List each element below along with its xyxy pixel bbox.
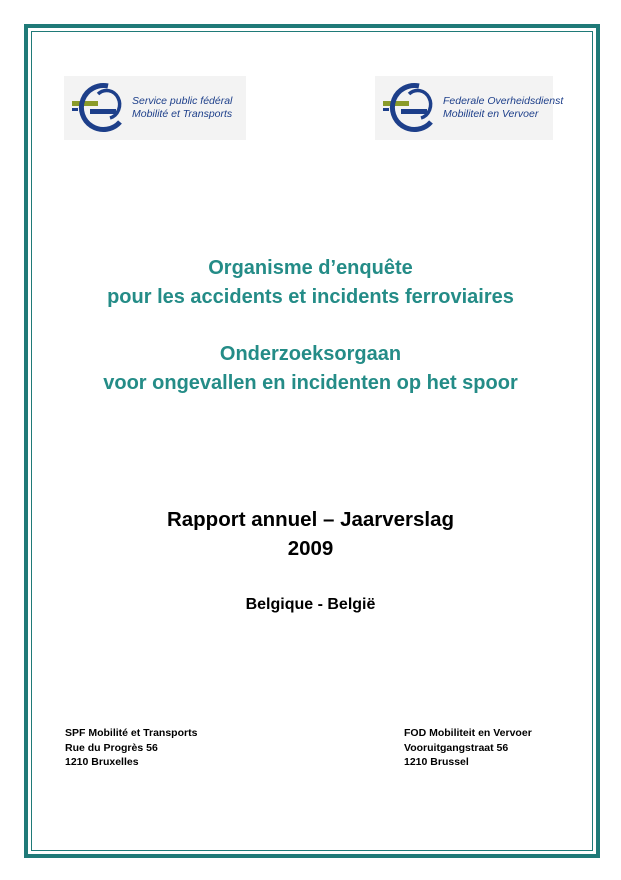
country-label: Belgique - België xyxy=(245,596,376,613)
address-fr-street: Rue du Progrès 56 xyxy=(65,741,158,754)
address-nl-city: 1210 Brussel xyxy=(404,756,469,768)
address-french xyxy=(65,726,197,770)
logo-fod-mobility xyxy=(375,76,564,140)
logo-right-line2: Mobiliteit en Vervoer xyxy=(443,108,539,120)
title-fr-line2: pour les accidents et incidents ferroviaires xyxy=(107,286,514,308)
report-title xyxy=(30,505,591,563)
logo-left-line1: Service public fédéral xyxy=(132,95,233,107)
report-year: 2009 xyxy=(287,537,334,560)
logo-right-line1: Federale Overheidsdienst xyxy=(443,95,564,107)
report-name: Rapport annuel – Jaarverslag xyxy=(166,508,455,531)
address-dutch xyxy=(404,726,532,770)
address-fr-org: SPF Mobilité et Transports xyxy=(65,727,198,739)
logo-left-line2: Mobilité et Transports xyxy=(132,108,233,120)
title-nl-line1: Onderzoeksorgaan xyxy=(219,343,402,365)
belgian-federal-e-logo-icon xyxy=(68,78,130,138)
belgian-federal-e-logo-icon xyxy=(379,78,441,138)
address-fr-city: 1210 Bruxelles xyxy=(65,756,139,768)
title-french xyxy=(30,254,591,312)
logo-spf-mobility xyxy=(64,76,246,140)
address-nl-street: Vooruitgangstraat 56 xyxy=(404,741,509,754)
address-nl-org: FOD Mobiliteit en Vervoer xyxy=(404,727,532,739)
title-dutch xyxy=(30,340,591,398)
title-fr-line1: Organisme d’enquête xyxy=(208,257,413,279)
title-nl-line2: voor ongevallen en incidenten op het spoor xyxy=(103,372,518,394)
